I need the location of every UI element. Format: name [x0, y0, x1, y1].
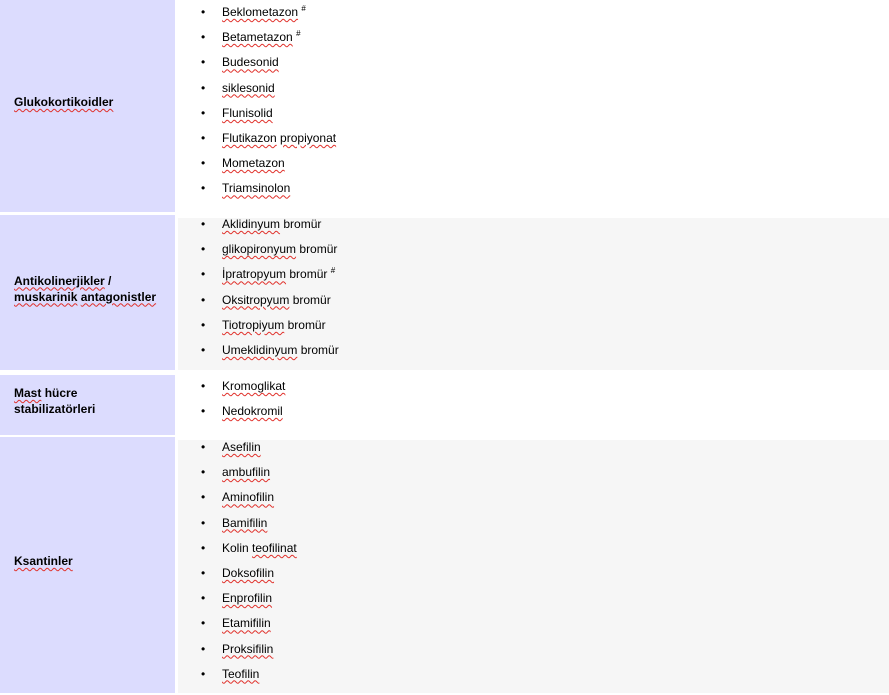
drug-name	[222, 460, 270, 485]
drug-name	[222, 151, 285, 176]
list-item	[178, 485, 889, 510]
list-item	[178, 611, 889, 636]
drug-name	[222, 338, 339, 363]
drug-name	[222, 50, 279, 75]
text-segment: Umeklidinyum	[222, 342, 298, 357]
text-segment: Triamsinolon	[222, 181, 291, 196]
drug-name	[222, 435, 261, 460]
bullet-icon: •	[201, 616, 206, 631]
bullet-icon: •	[201, 156, 206, 171]
text-segment: antagonistler	[80, 289, 157, 304]
bullet-icon: •	[201, 591, 206, 606]
text-segment: hücre	[44, 386, 78, 400]
category-label-line	[14, 273, 175, 289]
drug-list	[178, 374, 889, 424]
text-segment: Enprofilin	[222, 591, 273, 606]
category-label-cell	[0, 437, 175, 693]
bullet-icon: •	[201, 440, 206, 454]
drug-name	[222, 662, 259, 687]
list-item	[178, 212, 889, 237]
text-segment: bromür	[299, 242, 338, 257]
bullet-icon: •	[201, 641, 206, 656]
text-segment: Kolin	[222, 540, 249, 555]
drug-name	[222, 399, 283, 424]
bullet-icon: •	[201, 666, 206, 681]
text-segment: Asefilin	[222, 440, 261, 454]
footnote-mark: #	[330, 266, 336, 276]
drug-name	[222, 313, 326, 338]
drug-name	[222, 0, 306, 25]
list-item	[178, 262, 889, 287]
text-segment: Budesonid	[222, 55, 279, 70]
bullet-icon: •	[201, 30, 206, 45]
list-item	[178, 313, 889, 338]
list-item	[178, 151, 889, 176]
text-segment: Oksitropyum	[222, 292, 290, 307]
text-segment: Teofilin	[222, 666, 260, 681]
list-item	[178, 288, 889, 313]
text-segment: Proksifilin	[222, 641, 274, 656]
drug-name	[222, 288, 331, 313]
list-item	[178, 374, 889, 399]
text-segment: Doksofilin	[222, 565, 275, 580]
text-segment: Nedokromil	[222, 404, 283, 419]
text-segment: Antikolinerjikler	[14, 273, 105, 288]
text-segment: propiyonat	[280, 130, 337, 145]
list-item	[178, 126, 889, 151]
list-item	[178, 25, 889, 50]
bullet-icon: •	[201, 105, 206, 120]
category-label-line	[14, 401, 175, 417]
bullet-icon: •	[201, 490, 206, 505]
bullet-icon: •	[201, 404, 206, 419]
text-segment: stabilizatörleri	[14, 402, 96, 416]
bullet-icon: •	[201, 267, 206, 282]
bullet-icon: •	[201, 242, 206, 257]
list-item	[178, 637, 889, 662]
text-segment: /	[108, 273, 112, 288]
table-row-mast-hucre	[0, 375, 889, 435]
drug-name	[222, 511, 267, 536]
bullet-icon: •	[201, 379, 206, 393]
drug-name	[222, 561, 274, 586]
list-item	[178, 435, 889, 460]
text-segment: Flunisolid	[222, 105, 273, 120]
text-segment: teofilinat	[252, 540, 297, 555]
category-label-line	[14, 385, 175, 401]
table-row-glukokortikoidler	[0, 0, 889, 214]
text-segment: Tiotropiyum	[222, 317, 285, 332]
text-segment: ambufilin	[222, 465, 271, 480]
text-segment: Mometazon	[222, 156, 285, 171]
list-item	[178, 50, 889, 75]
list-item	[178, 176, 889, 201]
drug-name	[222, 586, 272, 611]
category-label-line	[14, 94, 175, 110]
drug-name	[222, 101, 273, 126]
text-segment: bromür	[287, 317, 326, 332]
drug-name	[222, 212, 321, 237]
bullet-icon: •	[201, 565, 206, 580]
bullet-icon: •	[201, 515, 206, 530]
table-row-ksantinler	[0, 437, 889, 693]
text-segment: Aminofilin	[222, 490, 275, 505]
text-segment: glikopironyum	[222, 242, 297, 257]
drug-name	[222, 237, 337, 262]
drug-list	[178, 212, 889, 363]
list-item	[178, 338, 889, 363]
drug-name	[222, 485, 274, 510]
list-item	[178, 662, 889, 687]
list-item	[178, 460, 889, 485]
drug-name	[222, 25, 301, 50]
bullet-icon: •	[201, 130, 206, 145]
drug-name	[222, 536, 297, 561]
drug-list	[178, 0, 889, 202]
text-segment: Ksantinler	[14, 554, 73, 568]
drug-name	[222, 374, 285, 399]
bullet-icon: •	[201, 5, 206, 19]
text-segment: Beklometazon	[222, 5, 299, 19]
drug-name	[222, 176, 290, 201]
text-segment: Bamifilin	[222, 515, 268, 530]
category-label-line	[14, 553, 175, 569]
bullet-icon: •	[201, 540, 206, 555]
table-row-antikolinerjikler	[0, 215, 889, 370]
footnote-mark: #	[301, 4, 306, 13]
bullet-icon: •	[201, 80, 206, 95]
text-segment: bromür	[292, 292, 331, 307]
text-segment: Glukokortikoidler	[14, 95, 114, 109]
text-segment: Etamifilin	[222, 616, 271, 631]
list-item	[178, 399, 889, 424]
list-item	[178, 101, 889, 126]
bullet-icon: •	[201, 465, 206, 480]
list-item	[178, 586, 889, 611]
bullet-icon: •	[201, 317, 206, 332]
list-item	[178, 511, 889, 536]
category-label-line	[14, 289, 175, 305]
text-segment: bromür	[300, 342, 339, 357]
drug-name	[222, 611, 271, 636]
text-segment: siklesonid	[222, 80, 275, 95]
text-segment: bromür	[283, 217, 322, 231]
bullet-icon: •	[201, 181, 206, 196]
list-item	[178, 536, 889, 561]
text-segment: Flutikazon	[222, 130, 277, 145]
bullet-icon: •	[201, 217, 206, 231]
category-label-cell	[0, 375, 175, 435]
list-item	[178, 0, 889, 25]
text-segment: Aklidinyum	[222, 217, 281, 231]
bullet-icon: •	[201, 55, 206, 70]
text-segment: bromür	[289, 267, 328, 282]
text-segment: Betametazon	[222, 30, 293, 45]
drug-name	[222, 262, 335, 287]
drug-name	[222, 637, 273, 662]
text-segment: muskarinik	[14, 289, 78, 304]
drug-name	[222, 126, 336, 151]
list-item	[178, 76, 889, 101]
category-label-cell	[0, 0, 175, 212]
text-segment: Kromoglikat	[222, 379, 286, 393]
footnote-mark: #	[296, 29, 301, 39]
drug-list	[178, 435, 889, 687]
text-segment: Mast	[14, 386, 42, 400]
bullet-icon: •	[201, 292, 206, 307]
text-segment: İpratropyum	[222, 267, 287, 282]
list-item	[178, 561, 889, 586]
bullet-icon: •	[201, 342, 206, 357]
category-label-cell	[0, 215, 175, 370]
drug-name	[222, 76, 275, 101]
list-item	[178, 237, 889, 262]
